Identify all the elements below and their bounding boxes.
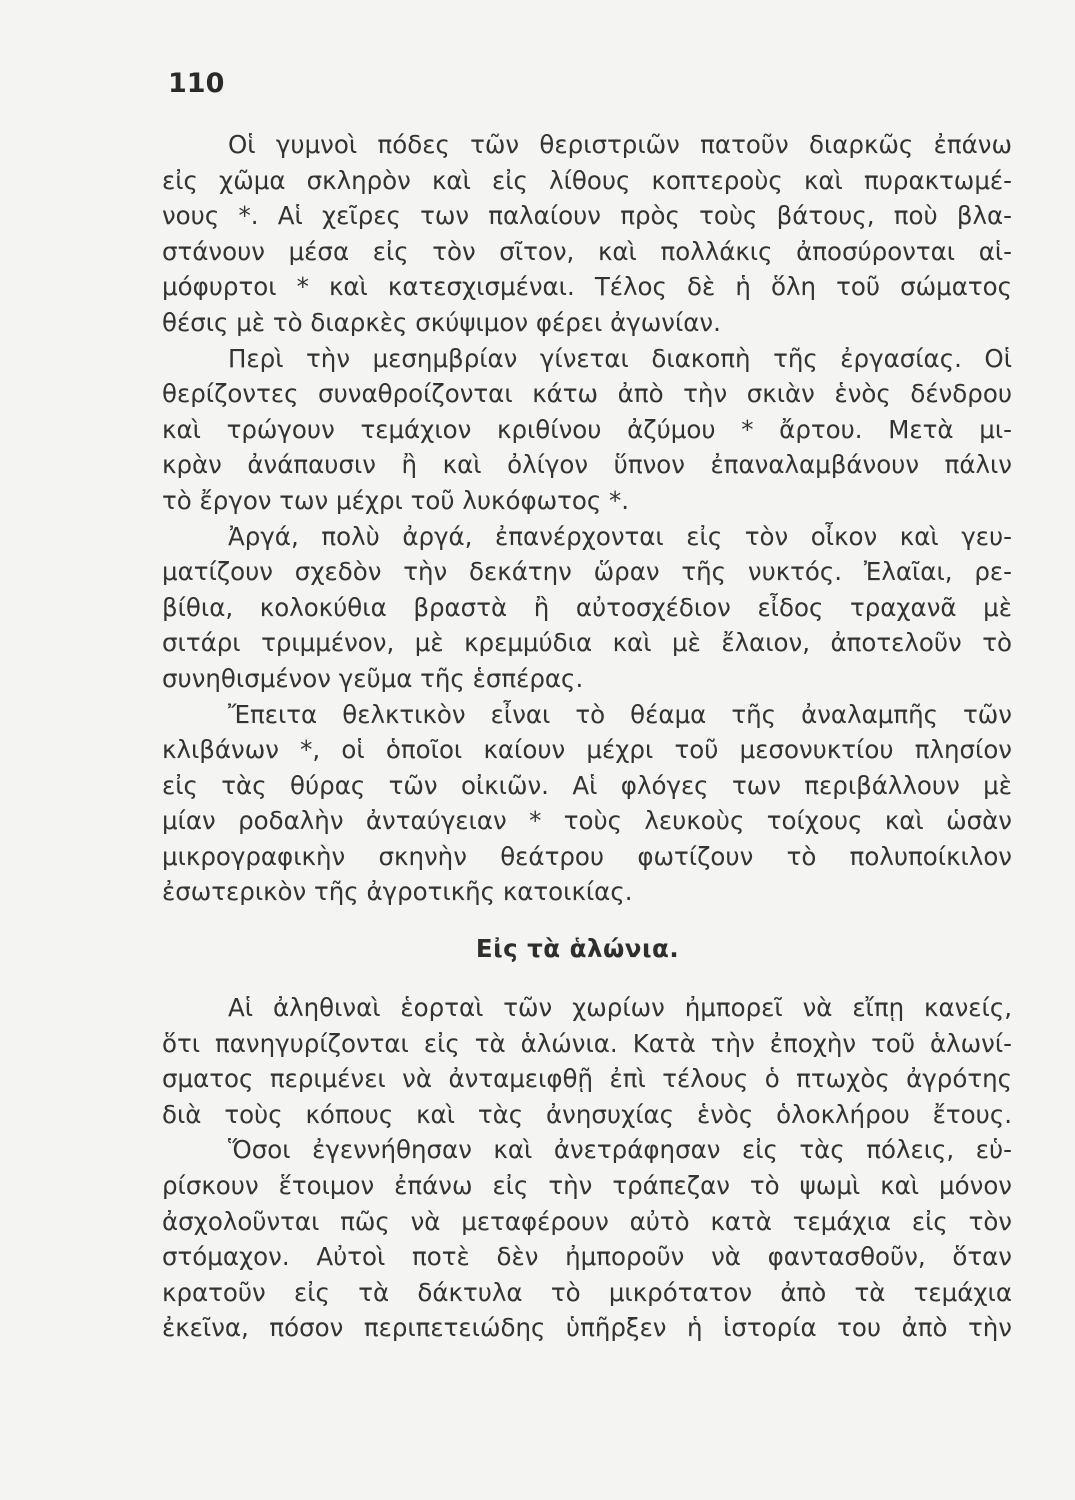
text-line: νους *. Αἱ χεῖρες των παλαίουν πρὸς τοὺς βάτους, ποὺ βλα- [162,201,1012,231]
text-line: Οἱ γυμνοὶ πόδες τῶν θεριστριῶν πατοῦν διαρκῶς ἐπάνω [228,130,1012,159]
section-heading: Εἰς τὰ ἁλώνια. [475,934,680,963]
text-line: Αἱ ἀληθιναὶ ἑορταὶ τῶν χωρίων ἠμπορεῖ νὰ εἴπῃ κανείς, [228,993,1012,1022]
text-line: διὰ τοὺς κόπους καὶ τὰς ἀνησυχίας ἑνὸς ὁλοκλήρου ἔτους. [162,1099,1012,1129]
text-line: θέσις μὲ τὸ διαρκὲς σκύψιμον φέρει ἀγωνίαν. [162,307,721,337]
text-line: ὅτι πανηγυρίζονται εἰς τὰ ἁλώνια. Κατὰ τὴν ἐποχὴν τοῦ ἁλωνί- [162,1028,1012,1058]
text-line: βίθια, κολοκύθια βραστὰ ἢ αὐτοσχέδιον εἶδος τραχανᾶ μὲ [162,592,1012,622]
text-line: μικρογραφικὴν σκηνὴν θεάτρου φωτίζουν τὸ πολυποίκιλον [162,841,1012,871]
text-line: στάνουν μέσα εἰς τὸν σῖτον, καὶ πολλάκις ἀποσύρονται αἱ- [162,236,1012,266]
text-line: ἀσχολοῦνται πῶς νὰ μεταφέρουν αὐτὸ κατὰ τεμάχια εἰς τὸν [162,1206,1012,1236]
text-line: μίαν ροδαλὴν ἀνταύγειαν * τοὺς λευκοὺς τοίχους καὶ ὡσὰν [162,806,1012,836]
text-line: Περὶ τὴν μεσημβρίαν γίνεται διακοπὴ τῆς ἐργασίας. Οἱ [228,343,1012,373]
text-line: σιτάρι τριμμένον, μὲ κρεμμύδια καὶ μὲ ἔλαιον, ἀποτελοῦν τὸ [162,628,1012,658]
text-line: τὸ ἔργον των μέχρι τοῦ λυκόφωτος *. [162,485,630,515]
text-line: συνηθισμένον γεῦμα τῆς ἑσπέρας. [162,663,584,693]
text-line: σματος περιμένει νὰ ἀνταμειφθῇ ἐπὶ τέλους ὁ πτωχὸς ἀγρότης [162,1064,1012,1094]
text-line: εἰς τὰς θύρας τῶν οἰκιῶν. Αἱ φλόγες των περιβάλλουν μὲ [162,770,1012,800]
text-line: κρὰν ἀνάπαυσιν ἢ καὶ ὀλίγον ὕπνον ἐπαναλαμβάνουν πάλιν [162,450,1012,480]
text-line: κρατοῦν εἰς τὰ δάκτυλα τὸ μικρότατον ἀπὸ τὰ τεμάχια [162,1277,1012,1307]
text-line: Ὅσοι ἐγεννήθησαν καὶ ἀνετράφησαν εἰς τὰς πόλεις, εὑ- [228,1135,1012,1165]
text-line: μόφυρτοι * καὶ κατεσχισμέναι. Τέλος δὲ ἡ ὅλη τοῦ σώματος [162,272,1012,302]
text-line: ἐσωτερικὸν τῆς ἀγροτικῆς κατοικίας. [162,877,633,907]
page-number: 110 [168,68,225,99]
text-line: Ἔπειτα θελκτικὸν εἶναι τὸ θέαμα τῆς ἀναλαμπῆς τῶν [228,699,1012,729]
text-line: εἰς χῶμα σκληρὸν καὶ εἰς λίθους κοπτεροὺς καὶ πυρακτωμέ- [162,165,1012,195]
text-line: στόμαχον. Αὐτοὶ ποτὲ δὲν ἠμποροῦν νὰ φαντασθοῦν, ὅταν [162,1242,1012,1272]
text-line: Ἀργά, πολὺ ἀργά, ἐπανέρχονται εἰς τὸν οἶκον καὶ γευ- [228,521,1012,551]
text-line: ματίζουν σχεδὸν τὴν δεκάτην ὥραν τῆς νυκτός. Ἐλαῖαι, ρε- [162,557,1012,587]
text-line: καὶ τρώγουν τεμάχιον κριθίνου ἀζύμου * ἄρτου. Μετὰ μι- [162,414,1012,444]
text-line: κλιβάνων *, οἱ ὁποῖοι καίουν μέχρι τοῦ μεσονυκτίου πλησίον [162,735,1012,765]
text-line: ρίσκουν ἕτοιμον ἐπάνω εἰς τὴν τράπεζαν τὸ ψωμὶ καὶ μόνον [162,1170,1012,1200]
body-text-section-2 [162,990,1012,1346]
text-line: ἐκεῖνα, πόσον περιπετειώδης ὑπῆρξεν ἡ ἱστορία του ἀπὸ τὴν [162,1313,1012,1343]
text-line: θερίζοντες συναθροίζονται κάτω ἀπὸ τὴν σκιὰν ἑνὸς δένδρου [162,379,1012,409]
body-text-section-1 [162,127,1012,910]
